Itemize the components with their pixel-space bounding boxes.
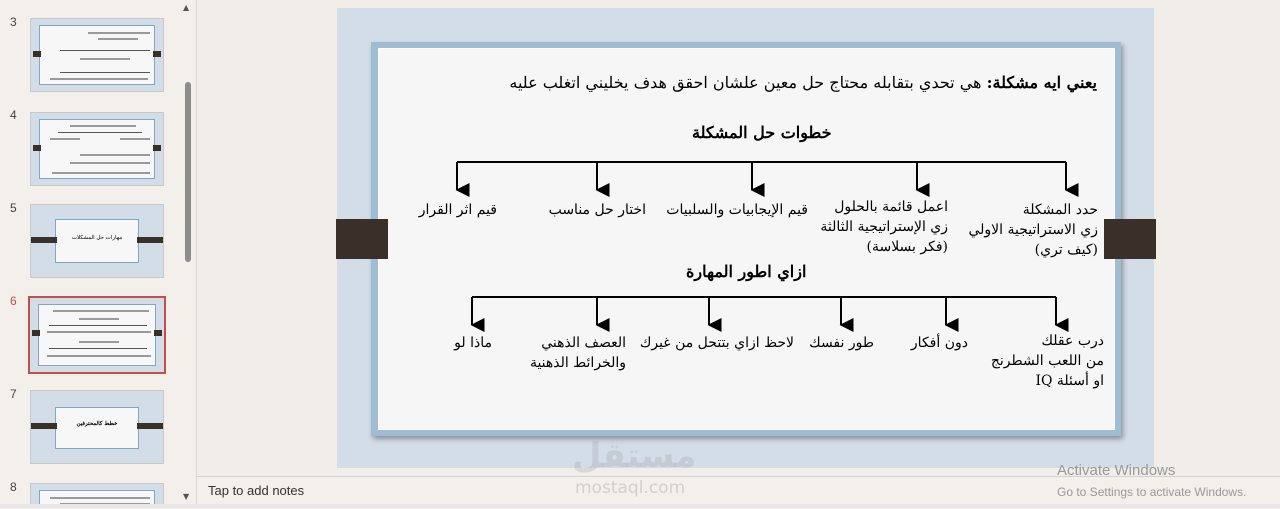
step-evaluate-pros-cons[interactable]: قيم الإيجابيات والسلبيات xyxy=(666,202,808,218)
scroll-down-arrow-icon[interactable]: ▼ xyxy=(183,492,190,501)
step-define-problem[interactable]: حدد المشكلة زي الاستراتيجية الاولي (كيف تري) xyxy=(968,202,1098,258)
slide-thumbnail-7-title: خطط كالمحترفين xyxy=(76,421,118,427)
slide-number-6: 6 xyxy=(10,294,17,308)
steps-heading[interactable]: خطوات حل المشكلة xyxy=(692,123,832,142)
skill-heading[interactable]: ازاي اطور المهارة xyxy=(686,262,807,281)
skill-what-if[interactable]: ماذا لو xyxy=(454,335,492,351)
slide-number-5: 5 xyxy=(10,201,17,215)
scroll-up-arrow-icon[interactable]: ▲ xyxy=(183,3,190,12)
watermark-latin: mostaql.com xyxy=(575,478,686,498)
step-list-solutions[interactable]: اعمل قائمة بالحلول زي الإستراتيجية الثالثة (فكر بسلاسة) xyxy=(820,199,948,255)
definition-label: يعني ايه مشكلة: xyxy=(986,73,1097,92)
slide-number-3: 3 xyxy=(10,15,17,29)
step-evaluate-impact[interactable]: قيم اثر القرار xyxy=(418,202,497,218)
slide-number-8: 8 xyxy=(10,480,17,494)
notes-placeholder[interactable]: Tap to add notes xyxy=(208,483,305,498)
definition-body: هي تحدي بتقابله محتاج حل معين علشان احقق هدف يخليني اتغلب عليه xyxy=(509,73,982,92)
skill-write-ideas[interactable]: دون أفكار xyxy=(910,335,968,351)
slide-number-7: 7 xyxy=(10,387,17,401)
skill-train-mind[interactable]: درب عقلك من اللعب الشطرنج او أسئلة IQ xyxy=(990,333,1104,389)
watermark-arabic: مستقل xyxy=(572,436,697,476)
slide-thumbnail-5-title: مهارات حل المشكلات xyxy=(71,235,123,241)
step-choose-solution[interactable]: اختار حل مناسب xyxy=(548,202,646,218)
slide-number-4: 4 xyxy=(10,108,17,122)
activate-windows-subtitle: Go to Settings to activate Windows. xyxy=(1057,485,1247,499)
status-strip xyxy=(0,504,1280,508)
skill-develop-self[interactable]: طور نفسك xyxy=(809,335,874,351)
skill-brainstorming[interactable]: العصف الذهني والخرائط الذهنية xyxy=(529,335,626,371)
skill-observe-others[interactable]: لاحظ ازاي بتتحل من غيرك xyxy=(639,335,794,351)
activate-windows-title: Activate Windows xyxy=(1057,462,1176,479)
